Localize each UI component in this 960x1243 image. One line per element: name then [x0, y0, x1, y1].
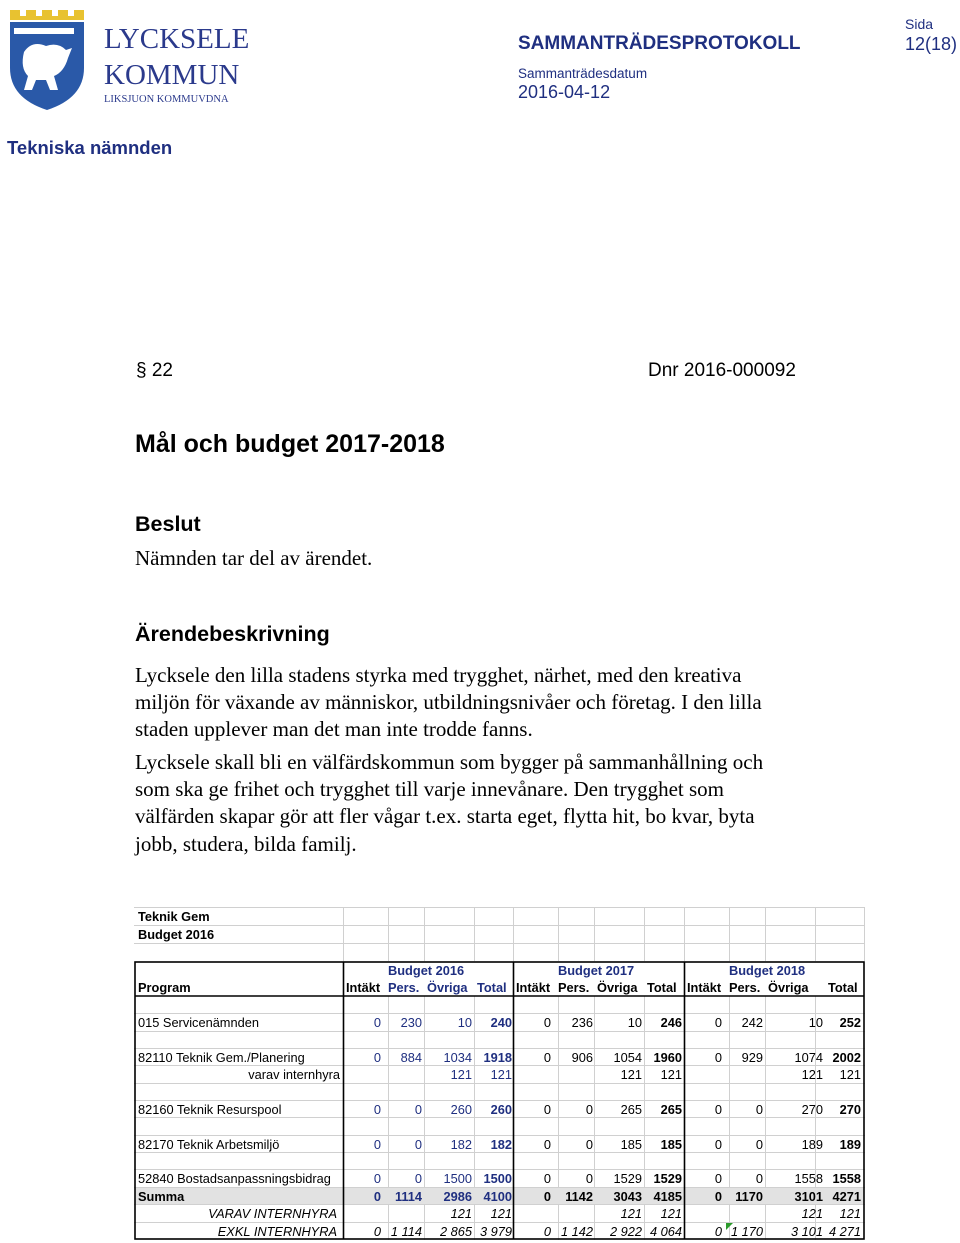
table-cell: 0 — [714, 1224, 722, 1239]
table-cell: 121 — [620, 1067, 642, 1082]
table-cell: 121 — [490, 1206, 512, 1221]
table-cell: 0 — [373, 1171, 381, 1186]
arende-paragraph-1 — [135, 662, 935, 744]
table-cell: 270 — [801, 1102, 823, 1117]
table-cell: 121 — [490, 1067, 512, 1082]
table-cell: 1 142 — [560, 1224, 593, 1239]
table-cell: 121 — [839, 1067, 861, 1082]
column-header-row — [134, 979, 865, 996]
table-cell: 185 — [620, 1137, 642, 1152]
text-line: staden upplever man det man inte trodde fanns. — [135, 717, 533, 742]
text-line: jobb, studera, bilda familj. — [135, 831, 357, 856]
table-cell: 121 — [620, 1206, 642, 1221]
table-row — [134, 1223, 865, 1240]
table-cell: 1529 — [653, 1171, 682, 1186]
table-cell: 189 — [801, 1137, 823, 1152]
table-cell: 240 — [490, 1015, 512, 1030]
col-header: Intäkt — [516, 980, 551, 995]
table-cell: 265 — [660, 1102, 682, 1117]
protocol-title: SAMMANTRÄDESPROTOKOLL — [518, 33, 801, 54]
col-header: Total — [647, 980, 677, 995]
table-cell: 260 — [490, 1102, 512, 1117]
table-cell: 0 — [755, 1102, 763, 1117]
table-cell: 10 — [808, 1015, 823, 1030]
table-cell: 230 — [400, 1015, 422, 1030]
table-cell: 0 — [585, 1102, 593, 1117]
beslut-heading: Beslut — [135, 512, 201, 536]
table-cell: 0 — [585, 1171, 593, 1186]
col-header: Pers. — [558, 980, 590, 995]
group-header: Budget 2016 — [388, 963, 465, 978]
table-row — [134, 1205, 865, 1222]
table-cell: 236 — [571, 1015, 593, 1030]
table-cell: 0 — [714, 1189, 722, 1204]
col-header: Pers. — [729, 980, 761, 995]
committee-name: Tekniska nämnden — [7, 137, 173, 158]
meeting-date-label: Sammanträdesdatum — [518, 66, 648, 81]
table-cell: 1074 — [794, 1050, 823, 1065]
col-header: Övriga — [597, 980, 638, 995]
row-label: 015 Servicenämnden — [138, 1015, 259, 1030]
table-cell: 4 271 — [828, 1224, 861, 1239]
row-label: 52840 Bostadsanpassningsbidrag — [138, 1171, 331, 1186]
table-cell: 0 — [585, 1137, 593, 1152]
page-title: Mål och budget 2017-2018 — [135, 430, 445, 458]
table-cell: 1558 — [832, 1171, 861, 1186]
text-line: som ska ge frihet och trygghet till varje innevånare. Den trygghet som — [135, 777, 724, 802]
table-cell: 0 — [755, 1137, 763, 1152]
table-row — [134, 1066, 865, 1083]
table-cell: 1 114 — [390, 1224, 422, 1239]
table-cell: 1918 — [483, 1050, 512, 1065]
table-cell: 121 — [801, 1206, 823, 1221]
row-label: VARAV INTERNHYRA — [208, 1206, 337, 1221]
caption-text: Budget 2016 — [138, 927, 215, 942]
table-cell: 0 — [543, 1015, 551, 1030]
table-cell: 182 — [490, 1137, 512, 1152]
caption-text: Teknik Gem — [138, 909, 210, 924]
table-cell: 929 — [741, 1050, 763, 1065]
table-cell: 906 — [571, 1050, 593, 1065]
table-cell: 1114 — [394, 1189, 422, 1204]
table-cell: 0 — [373, 1015, 381, 1030]
table-cell: 0 — [543, 1137, 551, 1152]
table-cell: 2 922 — [609, 1224, 642, 1239]
table-cell: 121 — [450, 1206, 472, 1221]
table-cell: 3043 — [613, 1189, 642, 1204]
table-cell: 0 — [373, 1189, 381, 1204]
table-row — [134, 1049, 865, 1066]
lycksele-logo — [6, 6, 250, 114]
table-row — [134, 1170, 865, 1187]
svg-text:LYCKSELE: LYCKSELE — [104, 23, 250, 55]
table-cell: 2002 — [832, 1050, 861, 1065]
table-cell: 1558 — [794, 1171, 823, 1186]
table-cell: 4185 — [653, 1189, 682, 1204]
table-cell: 2986 — [443, 1189, 472, 1204]
arende-paragraph-2 — [135, 749, 935, 858]
table-cell: 884 — [400, 1050, 422, 1065]
table-cell: 0 — [714, 1171, 722, 1186]
col-header: Pers. — [388, 980, 420, 995]
row-label: Summa — [138, 1189, 185, 1204]
table-cell: 10 — [627, 1015, 642, 1030]
page-number: 12(18) — [905, 34, 958, 54]
col-header: Övriga — [427, 980, 468, 995]
row-label: EXKL INTERNHYRA — [217, 1224, 337, 1239]
table-cell: 1054 — [613, 1050, 642, 1065]
table-cell: 1960 — [653, 1050, 682, 1065]
table-cell: 0 — [543, 1102, 551, 1117]
table-cell: 0 — [543, 1224, 551, 1239]
table-cell: 3 979 — [479, 1224, 512, 1239]
table-caption-2 — [134, 926, 865, 943]
col-header: Intäkt — [346, 980, 381, 995]
table-cell: 0 — [543, 1050, 551, 1065]
table-cell: 265 — [620, 1102, 642, 1117]
table-cell: 182 — [450, 1137, 472, 1152]
arende-heading: Ärendebeskrivning — [135, 622, 330, 646]
table-cell: 4271 — [832, 1189, 861, 1204]
table-cell: 246 — [660, 1015, 682, 1030]
table-row — [134, 1014, 865, 1031]
table-cell: 4 064 — [649, 1224, 682, 1239]
table-cell: 121 — [839, 1206, 861, 1221]
table-cell: 1034 — [443, 1050, 472, 1065]
row-label: 82160 Teknik Resurspool — [138, 1102, 282, 1117]
table-cell: 0 — [414, 1171, 422, 1186]
svg-text:KOMMUN: KOMMUN — [104, 59, 240, 91]
table-cell: 185 — [660, 1137, 682, 1152]
group-header: Budget 2017 — [558, 963, 635, 978]
row-label: 82110 Teknik Gem./Planering — [138, 1050, 305, 1065]
table-row — [134, 1136, 865, 1153]
table-cell: 252 — [839, 1015, 861, 1030]
col-header: Total — [828, 980, 858, 995]
meeting-date: 2016-04-12 — [518, 82, 611, 102]
col-header: Övriga — [768, 980, 809, 995]
row-label: 82170 Teknik Arbetsmiljö — [138, 1137, 280, 1152]
table-cell: 0 — [414, 1102, 422, 1117]
table-cell: 3 101 — [790, 1224, 823, 1239]
text-line: Lycksele den lilla stadens styrka med trygghet, närhet, med den kreativa — [135, 663, 742, 687]
table-cell: 1500 — [443, 1171, 472, 1186]
text-line: miljön för växande av människor, utbildningsnivåer och företag. I den lilla — [135, 690, 762, 715]
table-row — [134, 1188, 865, 1205]
beslut-text: Nämnden tar del av ärendet. — [135, 546, 373, 570]
table-cell: 0 — [373, 1224, 381, 1239]
table-cell: 4100 — [483, 1189, 512, 1204]
table-cell: 0 — [714, 1137, 722, 1152]
col-header: Total — [477, 980, 507, 995]
table-cell: 2 865 — [439, 1224, 472, 1239]
table-cell: 10 — [457, 1015, 472, 1030]
table-cell: 270 — [839, 1102, 861, 1117]
table-cell: 1529 — [613, 1171, 642, 1186]
text-line: Lycksele skall bli en välfärdskommun som bygger på sammanhållning och — [135, 750, 764, 774]
table-cell: 0 — [714, 1050, 722, 1065]
table-cell: 3101 — [794, 1189, 823, 1204]
table-cell: 189 — [839, 1137, 861, 1152]
table-cell: 1142 — [565, 1189, 593, 1204]
table-cell: 121 — [801, 1067, 823, 1082]
group-header: Budget 2018 — [729, 963, 806, 978]
diary-number: Dnr 2016-000092 — [648, 360, 796, 381]
table-cell: 0 — [373, 1137, 381, 1152]
col-header: Intäkt — [687, 980, 722, 995]
table-cell: 242 — [741, 1015, 763, 1030]
row-label: varav internhyra — [248, 1067, 340, 1082]
table-cell: 121 — [660, 1067, 682, 1082]
svg-text:LIKSJUON KOMMUVDNA: LIKSJUON KOMMUVDNA — [104, 94, 229, 105]
table-cell: 260 — [450, 1102, 472, 1117]
table-row — [134, 1101, 865, 1118]
table-cell: 121 — [450, 1067, 472, 1082]
table-cell: 0 — [755, 1171, 763, 1186]
table-cell: 0 — [714, 1015, 722, 1030]
table-cell: 0 — [373, 1050, 381, 1065]
lycksele-kommun-coat-of-arms-icon — [6, 6, 250, 114]
group-header-row — [134, 962, 865, 979]
table-cell: 1 170 — [730, 1224, 763, 1239]
table-cell: 0 — [414, 1137, 422, 1152]
table-cell: 1500 — [483, 1171, 512, 1186]
program-header: Program — [138, 980, 191, 995]
paragraph-number: § 22 — [136, 360, 173, 381]
table-cell: 1170 — [735, 1189, 763, 1204]
table-cell: 0 — [714, 1102, 722, 1117]
page-label: Sida — [905, 16, 934, 32]
table-cell: 0 — [543, 1171, 551, 1186]
table-cell: 121 — [660, 1206, 682, 1221]
text-line: välfärden skapar gör att fler vågar t.ex. starta eget, flytta hit, bo kvar, byta — [135, 804, 755, 829]
table-cell: 0 — [543, 1189, 551, 1204]
table-cell: 0 — [373, 1102, 381, 1117]
table-caption-1 — [134, 908, 865, 925]
